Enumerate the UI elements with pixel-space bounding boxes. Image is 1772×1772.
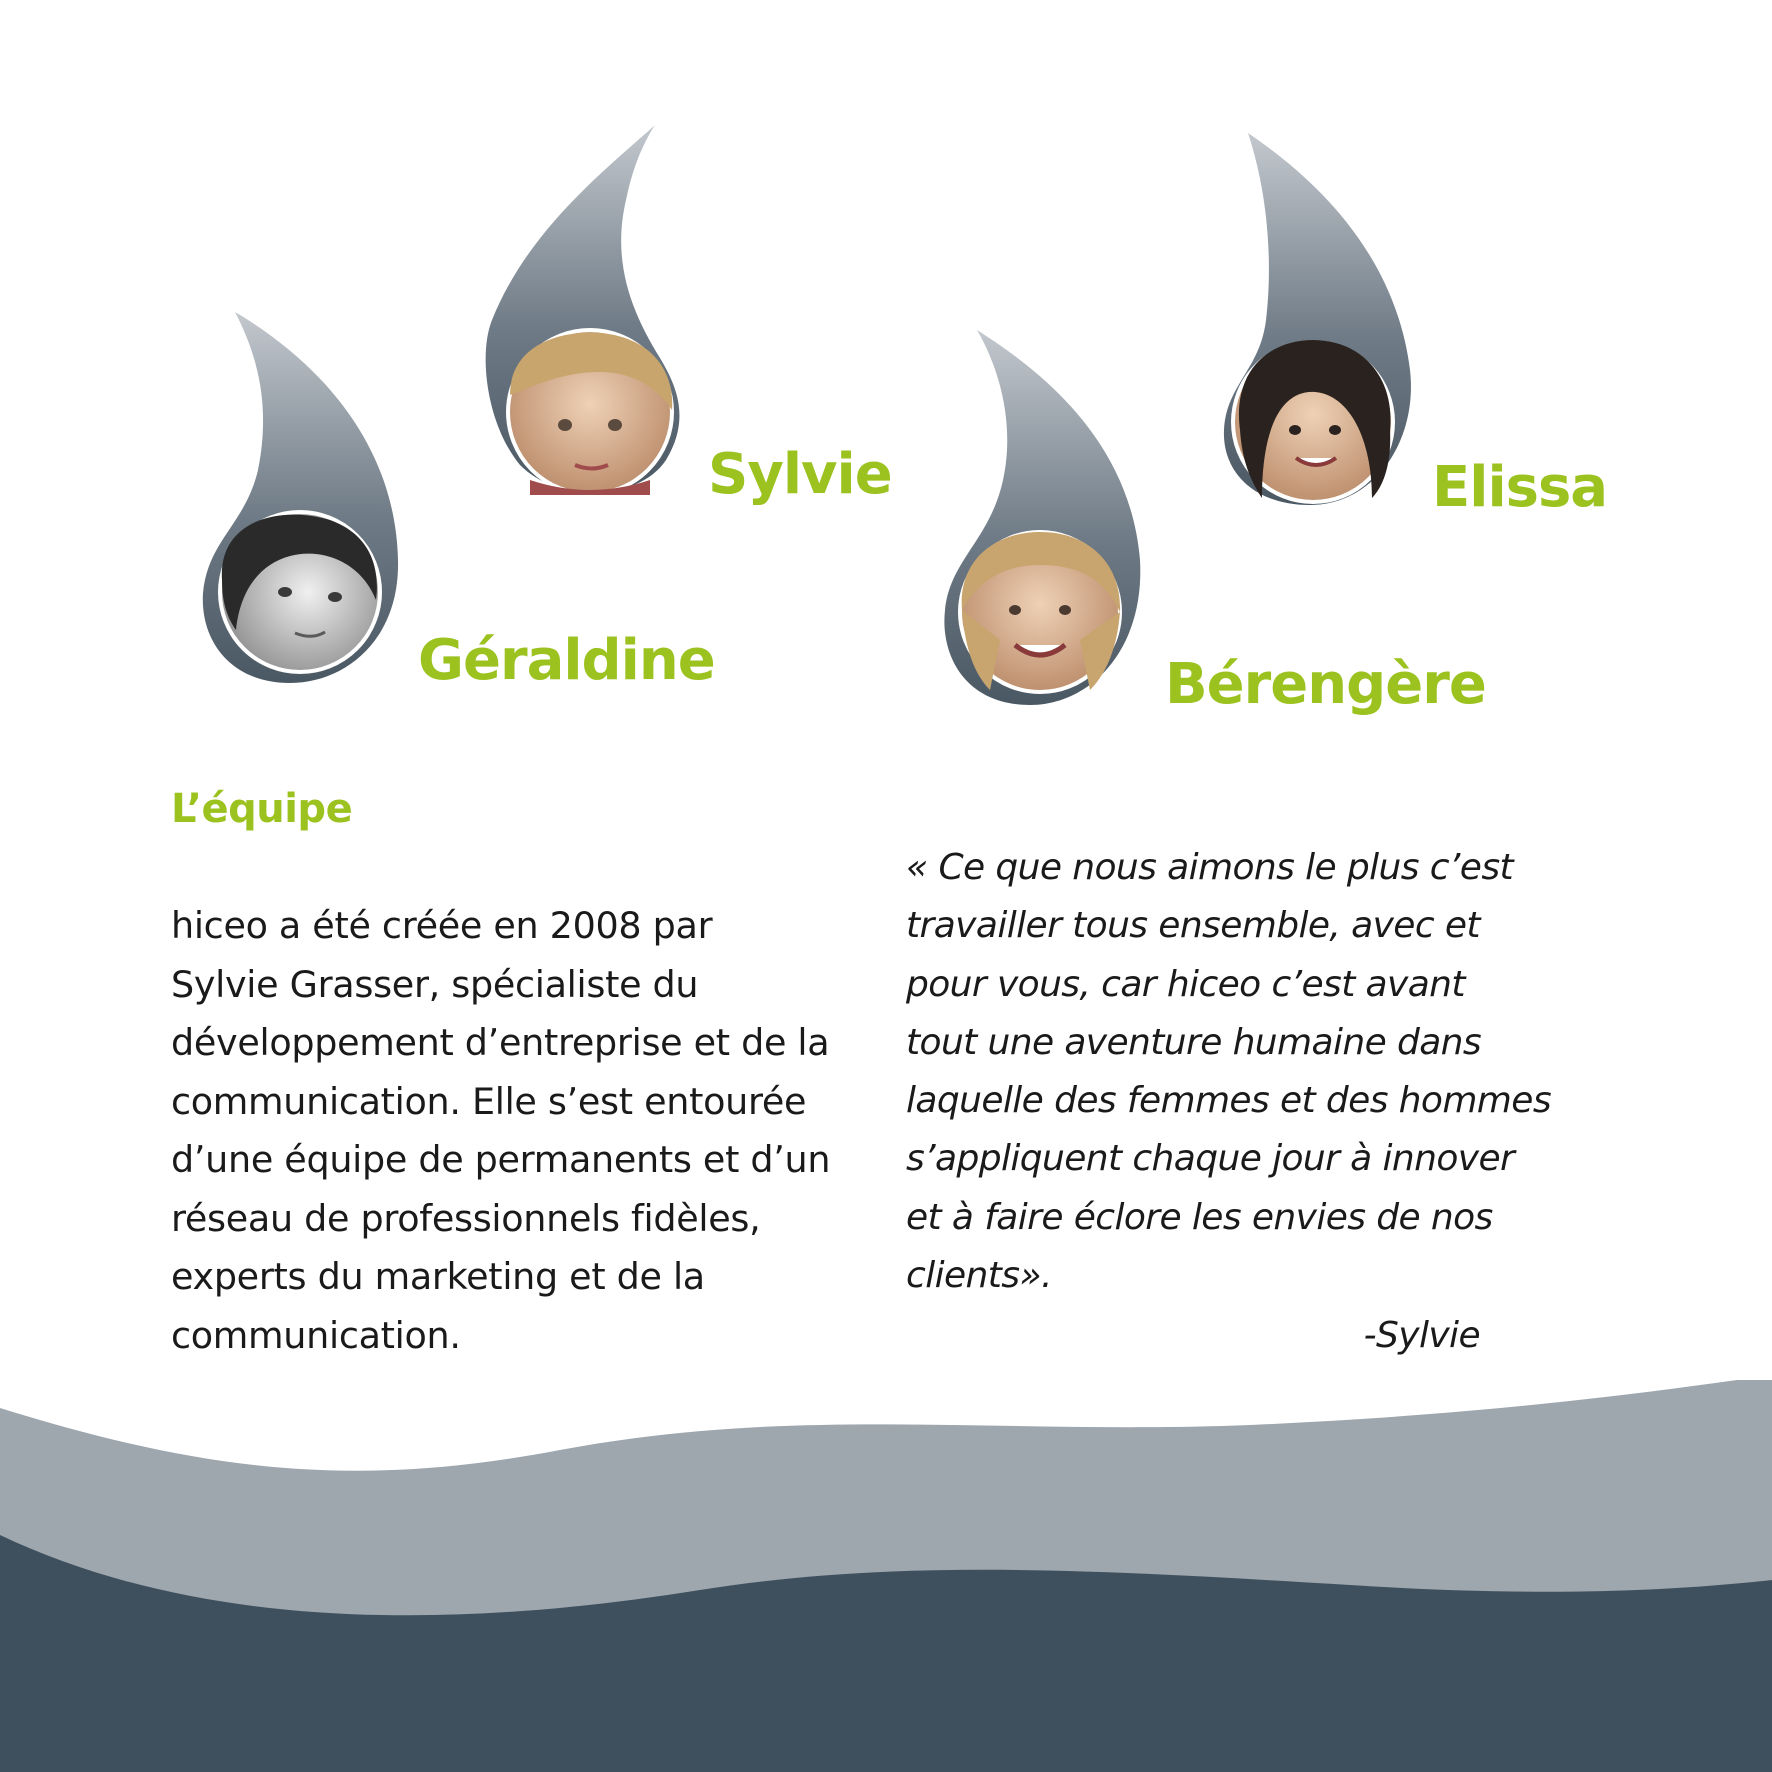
member-name-sylvie: Sylvie [708, 442, 892, 507]
section-title: L’équipe [171, 786, 353, 832]
portrait-elissa [1233, 340, 1393, 502]
member-name-geraldine: Géraldine [418, 628, 715, 693]
team-drops-illustration [0, 0, 1772, 760]
member-name-berengere: Bérengère [1165, 652, 1486, 717]
footer-waves [0, 1380, 1772, 1772]
quote-author: -Sylvie [1363, 1315, 1480, 1356]
drop-geraldine [203, 312, 398, 683]
team-description: hiceo a été créée en 2008 par Sylvie Grasser, spécialiste du développement d’entreprise et de la communication. Elle s’est entourée d’une équipe de permanents et d’un réseau de professionnels fidèles, experts du marketing et de la communication. [171, 904, 831, 1357]
portrait-berengere [960, 532, 1120, 692]
portrait-sylvie [508, 330, 672, 495]
team-quote: « Ce que nous aimons le plus c’est travailler tous ensemble, avec et pour vous, car hiceo c’est avant tout une aventure humaine dans laquelle des femmes et des hommes s’appliquent chaque jour à innover et à faire éclore les envies de nos clients». [906, 847, 1551, 1297]
drop-berengere [944, 330, 1140, 705]
drop-elissa [1224, 133, 1411, 505]
portrait-geraldine [220, 512, 380, 672]
drop-sylvie [486, 125, 680, 495]
member-name-elissa: Elissa [1432, 455, 1608, 520]
